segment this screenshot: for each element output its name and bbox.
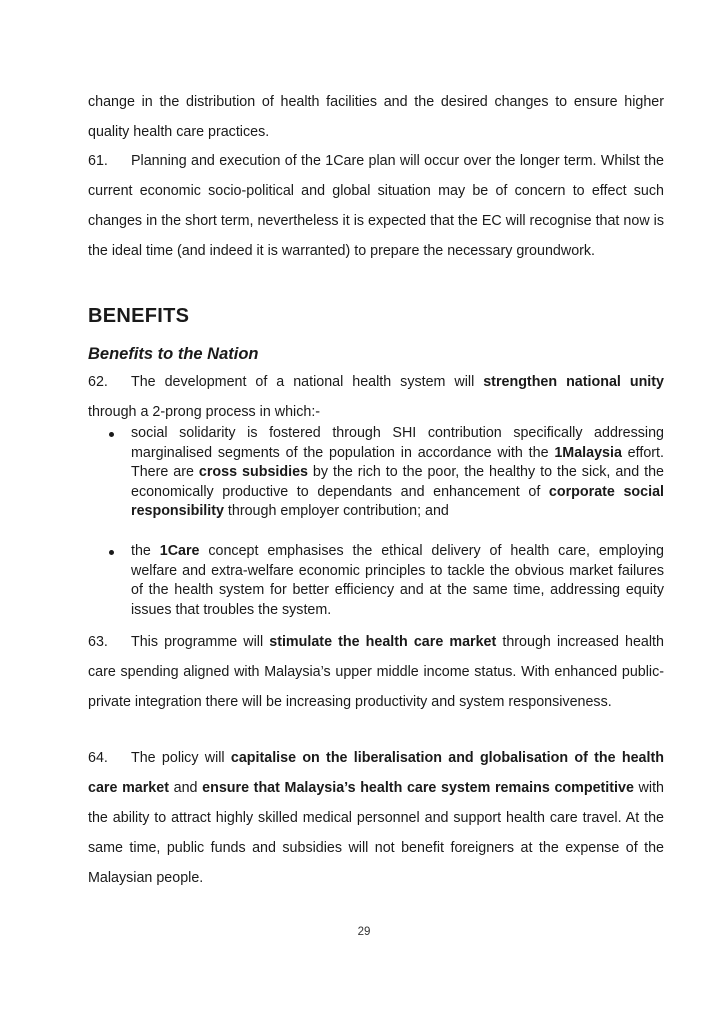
paragraph-text: through increased health care spending aligned with Malaysia’s upper middle income status. With enhanced public-private integration there will be increasing productivity and system responsiveness.: [88, 634, 664, 710]
bullet-text: effort. There are: [131, 444, 664, 480]
paragraph-continued-line-1: change in the distribution of health facilities and the desired changes to ensure higher: [88, 94, 664, 110]
paragraph-63: [88, 627, 664, 717]
bullet-item-1care-concept: [88, 542, 664, 620]
paragraph-number: 64.: [88, 750, 108, 766]
paragraph-number: 62.: [88, 374, 108, 390]
paragraph-61: [88, 146, 664, 266]
page-number: 29: [357, 926, 371, 938]
paragraph-continued-line-2: quality health care practices.: [88, 124, 270, 140]
paragraph-number: 63.: [88, 634, 108, 650]
paragraph-text: through a 2-prong process in which:-: [88, 404, 321, 420]
bullet-text: through employer contribution; and: [223, 503, 449, 519]
paragraph-number: 61.: [88, 153, 108, 169]
bullet-item-social-solidarity: [88, 424, 664, 522]
paragraph-62: [88, 367, 664, 427]
paragraph-continued: [88, 87, 664, 147]
bullet-text: by the rich to the poor, the healthy to the sick, and the economically productive to dependants and enhancement of: [131, 464, 665, 500]
paragraph-text: Planning and execution of the 1Care plan will occur over the longer term. Whilst the current economic socio-political and global situation may be of concern to effect such changes in the short term, nevertheless it is expected that the EC will recognise that now is the ideal time (and indeed it is warranted) to prepare the necessary groundwork.: [88, 153, 664, 259]
paragraph-64: [88, 743, 664, 893]
emphasis-text: ensure that Malaysia’s health care system remains competitive: [202, 780, 634, 796]
emphasis-text: 1Care: [159, 543, 200, 559]
bullet-icon: [109, 432, 114, 437]
paragraph-text: This programme will: [131, 634, 270, 650]
subsection-heading: Benefits to the Nation: [88, 345, 259, 363]
bullet-text: concept emphasises the ethical delivery of health care, employing welfare and extra-welfare economic principles to tackle the obvious market failures of the health system for better efficiency and at the same time, addressing equity issues that troubles the system.: [131, 543, 664, 618]
emphasis-text: strengthen national unity: [483, 374, 664, 390]
emphasis-text: cross subsidies: [198, 464, 308, 480]
emphasis-text: stimulate the health care market: [269, 634, 497, 650]
emphasis-text: corporate social responsibility: [131, 483, 664, 519]
paragraph-62-line-1: [88, 367, 664, 397]
paragraph-text: The development of a national health system will: [131, 374, 484, 390]
emphasis-text: capitalise on the liberalisation and globalisation of the health care market: [88, 750, 664, 796]
emphasis-text: 1Malaysia: [554, 444, 622, 461]
paragraph-text: and: [168, 780, 203, 796]
paragraph-text: The policy will: [131, 750, 231, 766]
paragraph-text: with the ability to attract highly skilled medical personnel and support health care travel. At the same time, public funds and subsidies will not benefit foreigners at the expense of the Malaysian people.: [88, 780, 664, 886]
benefits-bullet-list: [88, 424, 664, 522]
benefits-bullet-list-2: [88, 542, 664, 620]
bullet-text: the: [131, 543, 160, 559]
section-heading: BENEFITS: [88, 305, 190, 327]
bullet-text: social solidarity is fostered through SHI contribution specifically addressing marginalised segments of the population in accordance with the: [131, 425, 664, 461]
bullet-icon: [109, 550, 114, 555]
